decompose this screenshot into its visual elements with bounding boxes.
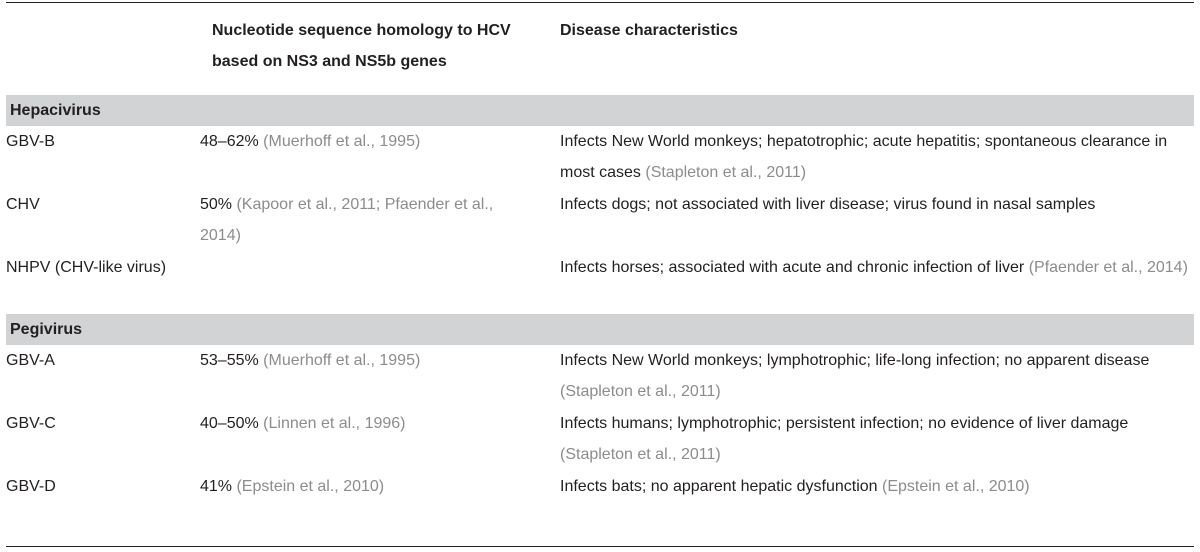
citation-punctuation: ( bbox=[263, 415, 269, 432]
citation-punctuation: ( bbox=[236, 196, 242, 213]
virus-name: GBV-A bbox=[6, 352, 55, 369]
table-top-rule bbox=[6, 2, 1194, 3]
cell-text: 48–62% bbox=[200, 133, 264, 150]
citation-punctuation: ( bbox=[881, 478, 888, 495]
cell-text: Infects humans; lymphotrophic; persistent infection; no evidence of liver damage bbox=[560, 415, 1129, 432]
cell-text: 50% bbox=[200, 196, 237, 213]
virus-name: GBV-C bbox=[6, 415, 56, 432]
citation-punctuation: ) bbox=[715, 383, 721, 400]
cell-text: Infects horses; associated with acute and chronic infection of liver bbox=[560, 259, 1029, 276]
citation-punctuation: ( bbox=[263, 352, 269, 369]
citation-link: Epstein et al., 2010 bbox=[241, 478, 379, 495]
group-label: Pegivirus bbox=[10, 321, 83, 338]
homology-cell bbox=[200, 408, 500, 439]
disease-cell bbox=[560, 471, 1200, 502]
citation-punctuation: ) bbox=[414, 352, 421, 369]
citation-punctuation: ( bbox=[236, 478, 242, 495]
cell-text: 41% bbox=[200, 478, 237, 495]
header-disease: Disease characteristics bbox=[560, 22, 738, 39]
virus-name: NHPV (CHV-like virus) bbox=[6, 259, 167, 276]
citation-punctuation: ) bbox=[414, 133, 421, 150]
citation-punctuation: ) bbox=[378, 478, 385, 495]
citation-punctuation: ( bbox=[1028, 259, 1035, 276]
citation-punctuation: ) bbox=[1024, 478, 1030, 495]
disease-cell bbox=[560, 126, 1200, 188]
disease-cell bbox=[560, 345, 1200, 407]
citation-punctuation: ) bbox=[400, 415, 406, 432]
citation-punctuation: ( bbox=[560, 383, 566, 400]
cell-text: Infects New World monkeys; hepatotrophic; acute hepatitis; spontaneous clearance in most cases bbox=[560, 133, 1168, 181]
citation-punctuation: ( bbox=[645, 164, 651, 181]
citation-link: Kapoor et al., 2011 bbox=[241, 196, 376, 213]
virus-name: GBV-B bbox=[6, 133, 55, 150]
table-bottom-rule bbox=[6, 546, 1194, 547]
citation-punctuation: ) bbox=[1182, 259, 1188, 276]
cell-text: 40–50% bbox=[200, 415, 264, 432]
citation-punctuation: ; bbox=[375, 196, 385, 213]
cell-text: 53–55% bbox=[200, 352, 264, 369]
homology-cell bbox=[200, 189, 500, 251]
citation-link: Stapleton et al., 2011 bbox=[650, 164, 801, 181]
group-label: Hepacivirus bbox=[10, 102, 101, 119]
homology-cell bbox=[200, 126, 500, 157]
citation-link: Stapleton et al., 2011 bbox=[565, 446, 716, 463]
group-band-pegivirus bbox=[6, 314, 1194, 345]
cell-text: Infects bats; no apparent hepatic dysfunction bbox=[560, 478, 882, 495]
disease-cell bbox=[560, 189, 1200, 220]
citation-link: Stapleton et al., 2011 bbox=[565, 383, 716, 400]
group-band-hepacivirus bbox=[6, 95, 1194, 126]
cell-text: Infects New World monkeys; lymphotrophic; life-long infection; no apparent disease bbox=[560, 352, 1150, 369]
citation-link: Muerhoff et al., 1995 bbox=[268, 352, 415, 369]
virus-name: GBV-D bbox=[6, 478, 56, 495]
citation-link: Pfaender et al., 2014 bbox=[200, 196, 494, 244]
homology-cell bbox=[200, 471, 500, 502]
citation-link: Pfaender et al., 2014 bbox=[1034, 259, 1183, 276]
citation-link: Muerhoff et al., 1995 bbox=[268, 133, 415, 150]
citation-link: Linnen et al., 1996 bbox=[268, 415, 401, 432]
disease-cell bbox=[560, 408, 1200, 470]
disease-cell bbox=[560, 252, 1200, 283]
citation-punctuation: ) bbox=[235, 227, 241, 244]
cell-text: Infects dogs; not associated with liver disease; virus found in nasal samples bbox=[560, 196, 1096, 213]
citation-punctuation: ) bbox=[715, 446, 721, 463]
citation-link: Epstein et al., 2010 bbox=[887, 478, 1025, 495]
citation-punctuation: ( bbox=[560, 446, 566, 463]
citation-punctuation: ( bbox=[263, 133, 269, 150]
virus-name: CHV bbox=[6, 196, 40, 213]
homology-cell bbox=[200, 345, 500, 376]
header-homology: Nucleotide sequence homology to HCV based on NS3 and NS5b genes bbox=[212, 22, 511, 70]
citation-punctuation: ) bbox=[800, 164, 807, 181]
